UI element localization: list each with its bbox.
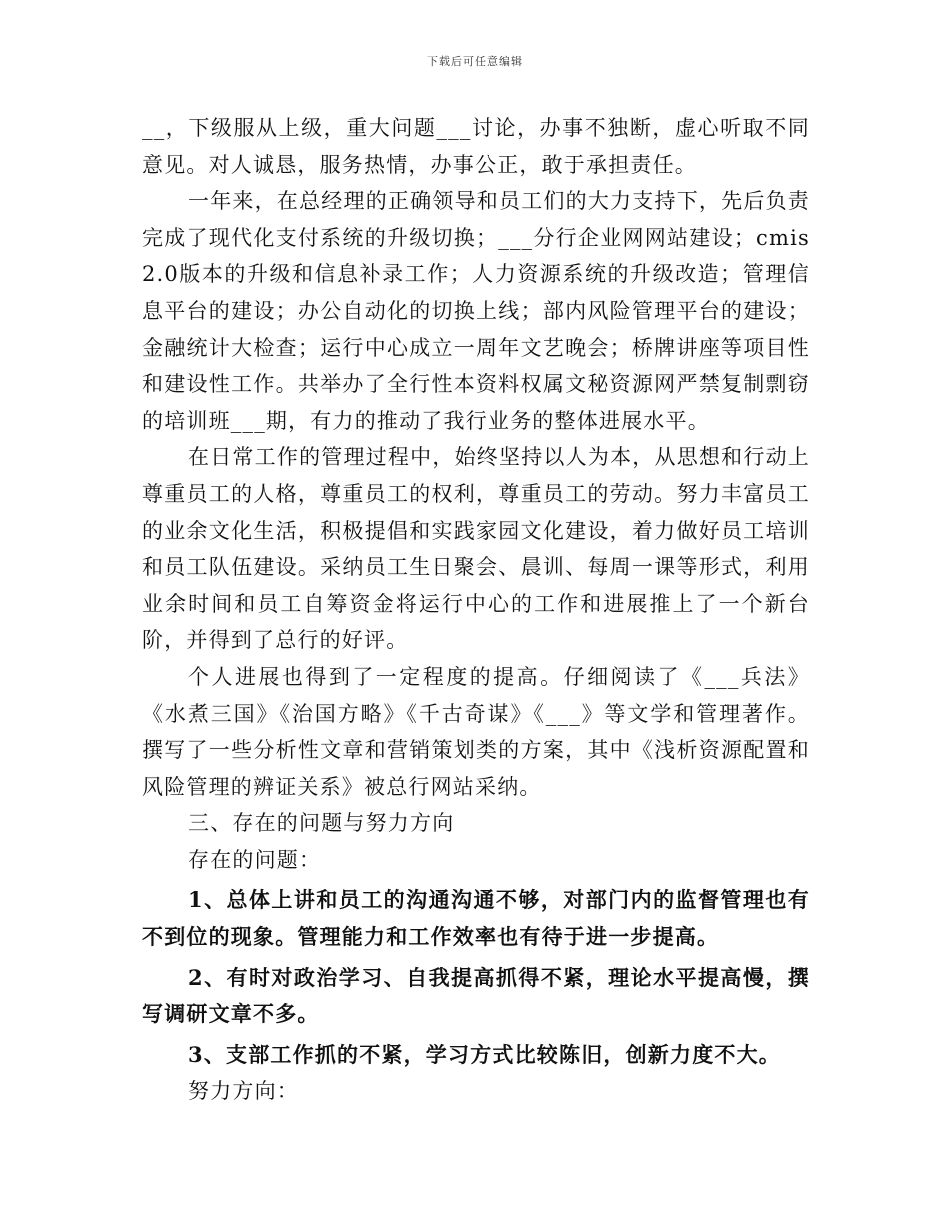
problem-item-3: 3、支部工作抓的不紧，学习方式比较陈旧，创新力度不大。: [188, 1041, 782, 1067]
paragraph-3: 在日常工作的管理过程中，始终坚持以人为本，从思想和行动上尊重员工的人格，尊重员工的权利，尊重员工的劳动。努力丰富员工的业余文化生活，积极提倡和实践家园文化建设，着力做好员工培训和员工队伍建设。采纳员工生日聚会、晨训、每周一课等形式，利用业余时间和员工自筹资金将运行中心的工作和进展推上了一个新台阶，并得到了总行的好评。: [142, 445, 810, 653]
paragraph-1: __，下级服从上级，重大问题___讨论，办事不独断，虚心听取不同意见。对人诚恳，服务热情，办事公正，敢于承担责任。: [142, 116, 810, 177]
page-header: 下载后可任意编辑: [427, 55, 523, 68]
problem-item-2: 2、有时对政治学习、自我提高抓得不紧，理论水平提高慢，撰写调研文章不多。: [142, 964, 810, 1027]
direction-label: 努力方向：: [188, 1079, 299, 1104]
document-body: [142, 110, 810, 1110]
problems-label: 存在的问题：: [188, 847, 322, 872]
problem-item-1: 1、总体上讲和员工的沟通沟通不够，对部门内的监督管理也有不到位的现象。管理能力和工作效率也有待于进一步提高。: [142, 887, 810, 950]
paragraph-4: 个人进展也得到了一定程度的提高。仔细阅读了《___兵法》《水煮三国》《治国方略》《千古奇谋》《___》等文学和管理著作。撰写了一些分析性文章和营销策划类的方案，其中《浅析资源配置和风险管理的辨证关系》被总行网站采纳。: [142, 664, 810, 799]
section-heading: 三、存在的问题与努力方向: [188, 811, 455, 836]
paragraph-2: 一年来，在总经理的正确领导和员工们的大力支持下，先后负责完成了现代化支付系统的升级切换；___分行企业网网站建设；cmis2.0版本的升级和信息补录工作；人力资源系统的升级改造；管理信息平台的建设；办公自动化的切换上线；部内风险管理平台的建设；金融统计大检查；运行中心成立一周年文艺晚会；桥牌讲座等项目性和建设性工作。共举办了全行性本资料权属文秘资源网严禁复制剽窃的培训班___期，有力的推动了我行业务的整体进展水平。: [142, 189, 810, 433]
